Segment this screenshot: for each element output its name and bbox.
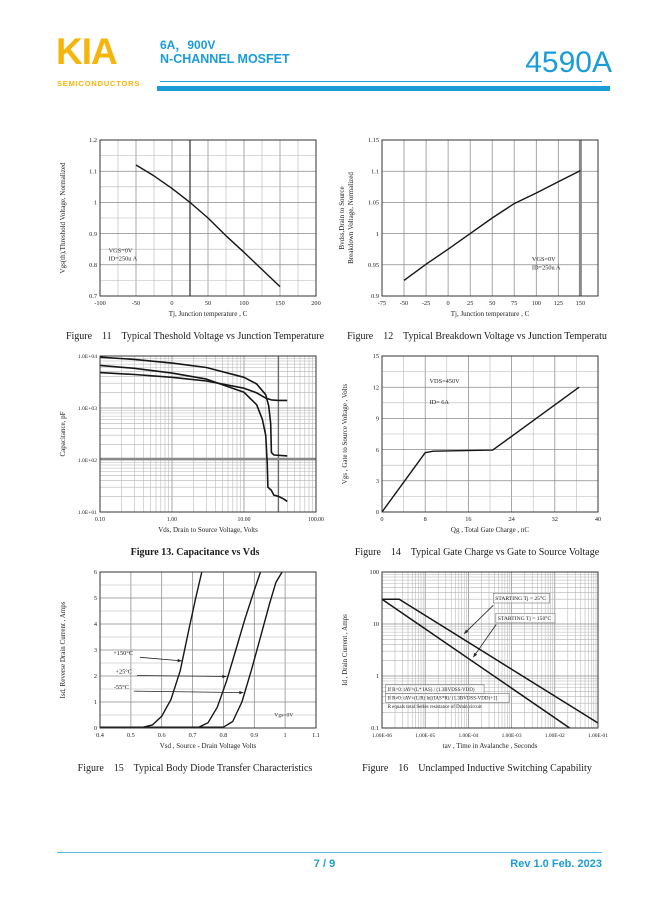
svg-text:VDS=450V: VDS=450V	[429, 378, 460, 385]
svg-text:1.05: 1.05	[367, 199, 379, 207]
svg-text:ID=250u A: ID=250u A	[108, 255, 138, 263]
svg-text:0.9: 0.9	[89, 230, 97, 238]
svg-text:50: 50	[204, 300, 212, 307]
svg-text:4: 4	[93, 621, 97, 629]
svg-text:-50: -50	[399, 300, 409, 307]
svg-text:0: 0	[93, 725, 97, 733]
svg-text:1: 1	[283, 732, 287, 739]
figure-16	[336, 564, 618, 774]
svg-text:1.00E-06: 1.00E-06	[372, 733, 392, 739]
svg-text:1.00E-05: 1.00E-05	[415, 733, 436, 739]
footer-rule	[57, 852, 602, 853]
svg-text:100: 100	[531, 300, 542, 307]
header-rule-thin	[160, 81, 602, 82]
svg-text:6: 6	[93, 569, 97, 577]
figure-14-caption: Figure 14 Typical Gate Charge vs Gate to Source Voltage	[354, 547, 600, 558]
svg-text:1.0E+03: 1.0E+03	[77, 406, 97, 413]
svg-text:Bvdss,Drain to Source: Bvdss,Drain to Source	[338, 186, 346, 250]
svg-text:STARTING Tj = 150°C: STARTING Tj = 150°C	[497, 615, 552, 622]
svg-text:1.2: 1.2	[89, 137, 97, 145]
svg-text:75: 75	[511, 300, 518, 307]
figure-11-chart	[54, 132, 326, 328]
svg-text:0.5: 0.5	[126, 732, 135, 739]
svg-text:1: 1	[375, 230, 379, 238]
svg-text:0.7: 0.7	[89, 293, 97, 301]
svg-text:0: 0	[170, 300, 174, 307]
svg-text:3: 3	[93, 647, 97, 655]
svg-text:100: 100	[239, 300, 249, 307]
svg-text:150: 150	[575, 300, 586, 307]
svg-text:1.1: 1.1	[371, 168, 379, 176]
header-rule-thick	[157, 86, 610, 91]
svg-text:1.0E+01: 1.0E+01	[77, 510, 97, 517]
kia-logo: KIA	[56, 31, 117, 72]
svg-text:+150°C: +150°C	[113, 650, 134, 658]
svg-text:Vsd , Source - Drain Voltage: Vsd , Source - Drain Voltage Volts	[159, 742, 257, 750]
svg-text:50: 50	[489, 300, 496, 307]
svg-text:0: 0	[446, 300, 450, 307]
svg-text:40: 40	[594, 516, 602, 523]
svg-text:8: 8	[423, 516, 427, 523]
svg-text:1.00: 1.00	[166, 517, 178, 523]
svg-text:0.95: 0.95	[367, 262, 379, 269]
figure-13	[54, 348, 336, 558]
figure-14-chart	[336, 348, 608, 544]
svg-text:5: 5	[93, 595, 97, 603]
svg-text:25: 25	[467, 300, 474, 307]
figure-15-chart	[54, 564, 326, 760]
kia-logo-subtext: SEMICONDUCTORS	[57, 79, 141, 88]
svg-text:12: 12	[372, 384, 379, 392]
svg-text:0: 0	[380, 516, 384, 523]
svg-text:-25: -25	[421, 300, 431, 307]
svg-text:0.1: 0.1	[371, 725, 379, 733]
svg-text:Qg , Total Gate Charge , nC: Qg , Total Gate Charge , nC	[450, 526, 530, 534]
svg-text:If R=0: tAV=(L* IAS) / (1.3BVD: If R=0: tAV=(L* IAS) / (1.3BVDSS-VDD)	[387, 687, 475, 693]
svg-text:Breakdown Voltage, Normalized: Breakdown Voltage, Normalized	[347, 172, 355, 264]
svg-text:1: 1	[93, 699, 97, 707]
svg-text:100: 100	[369, 569, 379, 577]
svg-text:1.00E-03: 1.00E-03	[501, 733, 522, 739]
svg-text:6: 6	[375, 446, 379, 454]
svg-text:0.9: 0.9	[250, 732, 259, 739]
svg-text:VGS=0V: VGS=0V	[531, 256, 556, 264]
svg-text:9: 9	[375, 415, 379, 423]
svg-text:1.00E-01: 1.00E-01	[588, 733, 608, 739]
figure-13-chart	[54, 348, 326, 544]
svg-text:2: 2	[93, 673, 97, 681]
figure-11	[54, 132, 336, 342]
svg-text:16: 16	[465, 516, 472, 523]
svg-text:0.9: 0.9	[371, 293, 379, 301]
figure-13-caption: Figure 13. Capacitance vs Vds	[130, 547, 260, 558]
svg-text:32: 32	[551, 516, 558, 523]
svg-text:0.10: 0.10	[94, 517, 106, 523]
svg-text:Isd, Reverse Drain Current , A: Isd, Reverse Drain Current , Amps	[59, 601, 67, 699]
svg-text:1.0E+02: 1.0E+02	[77, 458, 97, 465]
device-type: N-CHANNEL MOSFET	[160, 52, 290, 66]
figure-16-chart	[336, 564, 608, 760]
svg-text:-100: -100	[94, 300, 106, 307]
svg-text:0: 0	[375, 509, 379, 517]
svg-text:Vgs(th),Threshold Voltage, Nor: Vgs(th),Threshold Voltage, Normalized	[59, 162, 67, 274]
svg-text:tav , Time in Avalanche , Seco: tav , Time in Avalanche , Seconds	[442, 742, 538, 750]
device-rating: 6A，900V	[160, 38, 216, 52]
svg-text:15: 15	[372, 353, 379, 361]
figure-11-caption: Figure 11 Typical Theshold Voltage vs Junction Temperature	[65, 331, 325, 342]
page-number: 7 / 9	[313, 858, 336, 870]
figure-15	[54, 564, 336, 774]
svg-text:1.0E+04: 1.0E+04	[77, 354, 97, 361]
figure-12-chart	[336, 132, 608, 328]
svg-text:1.00E-04: 1.00E-04	[458, 733, 479, 739]
figure-14	[336, 348, 618, 558]
svg-text:Id , Drain Current , Amps: Id , Drain Current , Amps	[341, 614, 349, 686]
svg-text:-75: -75	[377, 300, 387, 307]
svg-text:10: 10	[372, 621, 379, 629]
svg-text:0.4: 0.4	[96, 732, 104, 739]
svg-text:1: 1	[93, 199, 97, 207]
svg-text:150: 150	[275, 300, 285, 307]
svg-text:24: 24	[508, 516, 515, 523]
svg-text:Vgs , Gate to Source Voltage ,: Vgs , Gate to Source Voltage , Volts	[341, 383, 349, 485]
svg-text:STARTING Tj = 25°C: STARTING Tj = 25°C	[495, 596, 546, 602]
svg-text:125: 125	[553, 300, 564, 307]
svg-text:1.1: 1.1	[89, 168, 97, 176]
figure-12	[336, 132, 618, 342]
svg-text:-55°C: -55°C	[113, 684, 130, 691]
svg-text:ID=250u A: ID=250u A	[531, 264, 561, 272]
svg-text:10.00: 10.00	[237, 517, 251, 523]
svg-text:1.15: 1.15	[367, 137, 379, 145]
svg-text:If R≠0: tAV=(L/R) ln[(IAS*R)/: If R≠0: tAV=(L/R) ln[(IAS*R)/ (1.3BVDSS-VDD)+1]	[387, 696, 498, 702]
figure-12-caption: Figure 12 Typical Breakdown Voltage vs Junction Temperatu	[347, 331, 607, 342]
svg-text:+25°C: +25°C	[115, 668, 132, 676]
figure-15-caption: Figure 15 Typical Body Diode Transfer Characteristics	[77, 763, 313, 774]
svg-text:-50: -50	[131, 300, 141, 307]
svg-text:Tj, Junction temperature , C: Tj, Junction temperature , C	[168, 310, 248, 318]
figure-16-caption: Figure 16 Unclamped Inductive Switching Capability	[362, 763, 592, 774]
svg-text:200: 200	[311, 300, 321, 307]
svg-text:Capacitance, pF: Capacitance, pF	[59, 411, 67, 457]
svg-text:Vgs=0V: Vgs=0V	[274, 712, 294, 719]
svg-text:0.6: 0.6	[157, 732, 166, 739]
svg-text:1.00E-02: 1.00E-02	[544, 733, 565, 739]
svg-text:0.7: 0.7	[188, 732, 197, 739]
svg-text:Tj, Junction temperature , C: Tj, Junction temperature , C	[450, 310, 530, 318]
revision-label: Rev 1.0 Feb. 2023	[510, 858, 602, 870]
svg-text:100.00: 100.00	[308, 517, 324, 523]
part-number: 4590A	[525, 46, 612, 79]
svg-text:R equals total Series resistan: R equals total Series resistance of Drain circuit	[387, 704, 482, 710]
svg-text:1: 1	[375, 673, 379, 681]
svg-text:1.1: 1.1	[312, 732, 320, 739]
svg-text:VGS=0V: VGS=0V	[108, 247, 133, 255]
svg-text:3: 3	[375, 478, 379, 485]
svg-text:0.8: 0.8	[219, 732, 228, 739]
svg-text:Vds, Drain to Source Voltage,: Vds, Drain to Source Voltage, Volts	[158, 526, 258, 534]
svg-text:0.8: 0.8	[89, 262, 97, 269]
svg-text:ID= 6A: ID= 6A	[429, 398, 449, 406]
